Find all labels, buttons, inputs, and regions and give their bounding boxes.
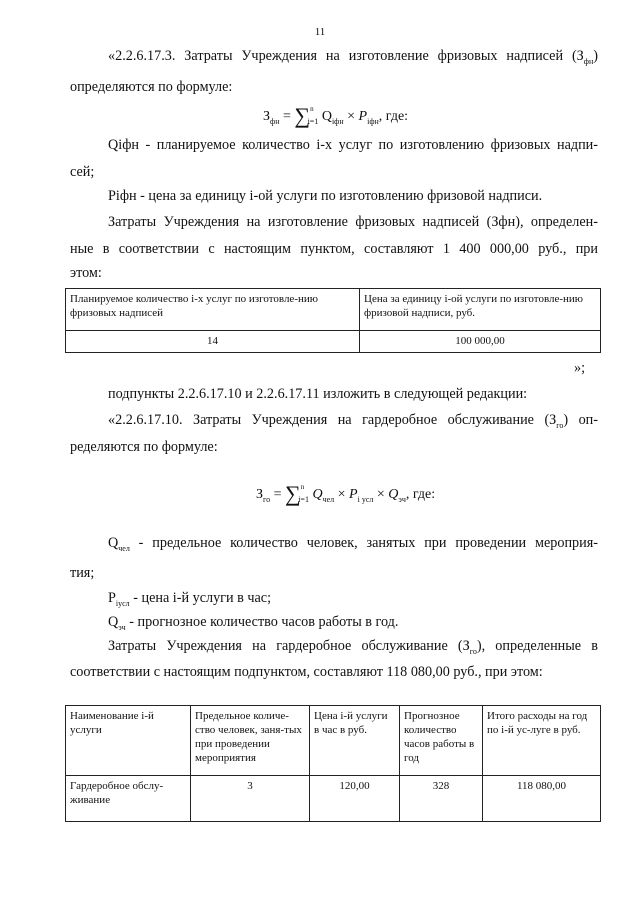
table2-header-annual-total: Итого расходы на год по i-й ус-луге в руб. [483,706,601,776]
table2-cell-service-name: Гардеробное обслу-живание [66,776,191,822]
paragraph-2-line-1: Затраты Учреждения на изготовление фризовых надписей (Зфн), определен- [108,214,598,230]
table2-header-forecast-hours: Прогнозное количество часов работы в год [400,706,483,776]
table2-header-people-count: Предельное количе-ство человек, заня-тых при проведении мероприятия [191,706,310,776]
table2-header-service-name: Наименование i-й услуги [66,706,191,776]
table1-cell-price: 100 000,00 [360,331,601,353]
table2-cell-people-count: 3 [191,776,310,822]
definition-q-ech: $Q_{эч}$ - прогнозное количество часов работы в год. [108,614,399,632]
paragraph-5-line-1: Затраты Учреждения на гардеробное обслуживание $(З_{го})$, определенные в [108,638,598,656]
table2-cell-forecast-hours: 328 [400,776,483,822]
table-frieze-inscriptions [65,288,601,353]
definition-q-chel-line-1: $Q_{чел}$ - предельное количество человек, занятых при проведении мероприя- [108,535,598,553]
formula-1: $З_{фн} = \sum^n_{i=1}$ $Q_{iфн} \times P_{iфн}$, где: [263,103,409,128]
table1-header-price: Цена за единицу i-ой услуги по изготовле-нию фризовой надписи, руб. [360,289,601,331]
paragraph-1-line-2: определяются по формуле: [70,79,233,95]
formula-2: $З_{го} = \sum^n_{i=1}$ $Q_{чел} \times P_{i усл} \times Q_{эч}$, где: [256,481,436,506]
table2-cell-annual-total: 118 080,00 [483,776,601,822]
definition-p-iusl: $P_{iусл}$ - цена i-й услуги в час; [108,590,272,608]
paragraph-3: подпункты 2.2.6.17.10 и 2.2.6.17.11 изложить в следующей редакции: [108,386,528,402]
paragraph-2-line-3: этом: [70,265,102,281]
definition-q-ifn-line-1: Qiфн - планируемое количество i-х услуг по изготовлению фризовых надпи- [108,137,598,153]
paragraph-2-line-2: ные в соответствии с настоящим пунктом, составляют 1 400 000,00 руб., при [70,241,598,257]
table2-header-hourly-price: Цена i-й услуги в час в руб. [310,706,400,776]
paragraph-5-line-2: соответствии с настоящим подпунктом, составляют 118 080,00 руб., при этом: [70,664,543,680]
table2-cell-hourly-price: 120,00 [310,776,400,822]
table-cloakroom-service [65,705,601,822]
table1-cell-quantity: 14 [66,331,360,353]
table1-closing-quote: »; [574,360,586,376]
page-number: 11 [314,26,326,38]
paragraph-1-line-1: «2.2.6.17.3. Затраты Учреждения на изготовление фризовых надписей $(З_{фн})$ [108,48,598,66]
definition-q-ifn-line-2: сей; [70,164,95,180]
definition-q-chel-line-2: тия; [70,565,95,581]
paragraph-4-line-2: ределяются по формуле: [70,439,218,455]
definition-p-ifn: Piфн - цена за единицу i-ой услуги по изготовлению фризовой надписи. [108,188,543,204]
paragraph-4-line-1: «2.2.6.17.10. Затраты Учреждения на гардеробное обслуживание $(З_{го})$ оп- [108,412,598,430]
table1-header-quantity: Планируемое количество i-х услуг по изготовле-нию фризовых надписей [66,289,360,331]
